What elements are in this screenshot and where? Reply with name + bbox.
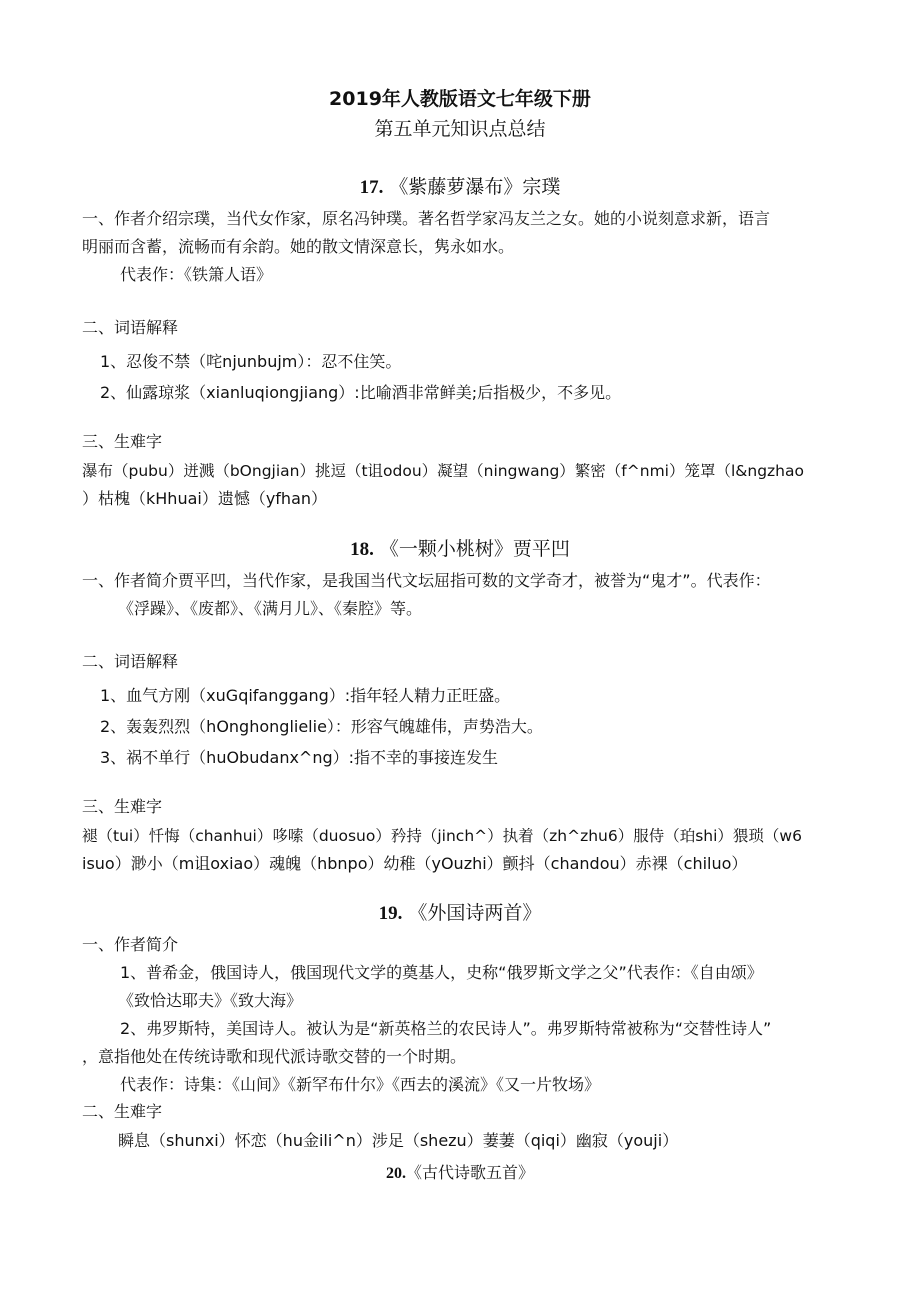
s17-vocab-item-1: 1、忍俊不禁（咤njunbujm）：忍不住笑。 <box>100 352 402 371</box>
s19-pushkin-line-2: 《致恰达耶夫》《致大海》 <box>118 991 303 1010</box>
s18-vocab-item-2: 2、轰轰烈烈（hOnghonglielie）：形容气魄雄伟，声势浩大。 <box>100 717 543 736</box>
s18-vocab-item-3: 3、祸不单行（huObudanx^ng）:指不幸的事接连发生 <box>100 748 499 767</box>
s18-vocab-heading: 二、词语解释 <box>82 652 179 671</box>
s17-author-line-2: 明丽而含蓄，流畅而有余韵。她的散文情深意长，隽永如水。 <box>82 237 515 256</box>
s17-chars-line-1: 瀑布（pubu）迸溅（bOngjian）挑逗（t诅odou）凝望（ningwang）繁密（f^nmi）笼罩（l&ngzhao <box>82 462 804 480</box>
section-19-number: 19. <box>378 903 403 924</box>
section-19-name: 《外国诗两首》 <box>408 902 542 924</box>
s17-works: 代表作：《铁箫人语》 <box>120 265 273 284</box>
s19-frost-works: 代表作：诗集：《山间》《新罕布什尔》《西去的溪流》《又一片牧场》 <box>120 1075 601 1094</box>
s17-chars-heading: 三、生难字 <box>82 432 163 451</box>
s18-author-line-1: 一、作者简介贾平凹，当代作家，是我国当代文坛屈指可数的文学奇才，被誉为“鬼才”。代表作： <box>82 571 771 590</box>
section-20-number: 20. <box>385 1165 406 1182</box>
s18-chars-line-2: isuo）渺小（m诅oxiao）魂魄（hbnpo）幼稚（yOuzhi）颤抖（chandou）赤裸（chiluo） <box>82 854 748 873</box>
s17-vocab-item-2: 2、仙露琼浆（xianluqiongjiang）:比喻酒非常鲜美;后指极少，不多见。 <box>100 383 622 402</box>
s19-author-heading: 一、作者简介 <box>82 935 179 954</box>
section-18-name: 《一颗小桃树》贾平凹 <box>379 538 570 560</box>
section-17-name: 《紫藤萝瀑布》宗璞 <box>389 176 561 198</box>
s18-chars-heading: 三、生难字 <box>82 797 163 816</box>
s19-chars-heading: 二、生难字 <box>82 1102 163 1121</box>
s17-author-line-1: 一、作者介绍宗璞，当代女作家，原名冯钟璞。著名哲学家冯友兰之女。她的小说刻意求新，语言 <box>82 209 771 228</box>
section-19-heading <box>0 900 920 927</box>
s19-chars-line-1: 瞬息（shunxi）怀恋（hu金ili^n）涉足（shezu）萋萋（qiqi）幽寂（youji） <box>118 1131 679 1150</box>
doc-title: 2019年人教版语文七年级下册 <box>329 88 591 110</box>
doc-subtitle: 第五单元知识点总结 <box>374 118 546 140</box>
s18-chars-line-1: 褪（tui）忏悔（chanhui）哆嗦（duosuo）矜持（jinch^）执着（zh^zhu6）服侍（珀shi）猥琐（w6 <box>82 827 802 845</box>
s18-vocab-item-1: 1、血气方刚（xuGqifanggang）:指年轻人精力正旺盛。 <box>100 686 511 705</box>
section-17-number: 17. <box>359 177 384 198</box>
s19-frost-line-1: 2、弗罗斯特，美国诗人。被认为是“新英格兰的农民诗人”。弗罗斯特常被称为“交替性诗人” <box>120 1019 772 1038</box>
s19-pushkin-line-1: 1、普希金，俄国诗人，俄国现代文学的奠基人，史称“俄罗斯文学之父”代表作：《自由颂》 <box>120 963 763 982</box>
section-17-heading <box>0 174 920 201</box>
s17-chars-line-2: ）枯槐（kHhuai）遗憾（yfhan） <box>82 489 328 508</box>
section-20-heading <box>0 1162 920 1185</box>
s18-author-line-2: 《浮躁》、《废都》、《满月儿》、《秦腔》等。 <box>118 599 423 618</box>
section-20-name: 《古代诗歌五首》 <box>405 1163 534 1182</box>
section-18-number: 18. <box>350 539 374 560</box>
section-18-heading <box>0 536 920 563</box>
s17-vocab-heading: 二、词语解释 <box>82 318 179 337</box>
s19-frost-line-2: ，意指他处在传统诗歌和现代派诗歌交替的一个时期。 <box>82 1047 467 1066</box>
